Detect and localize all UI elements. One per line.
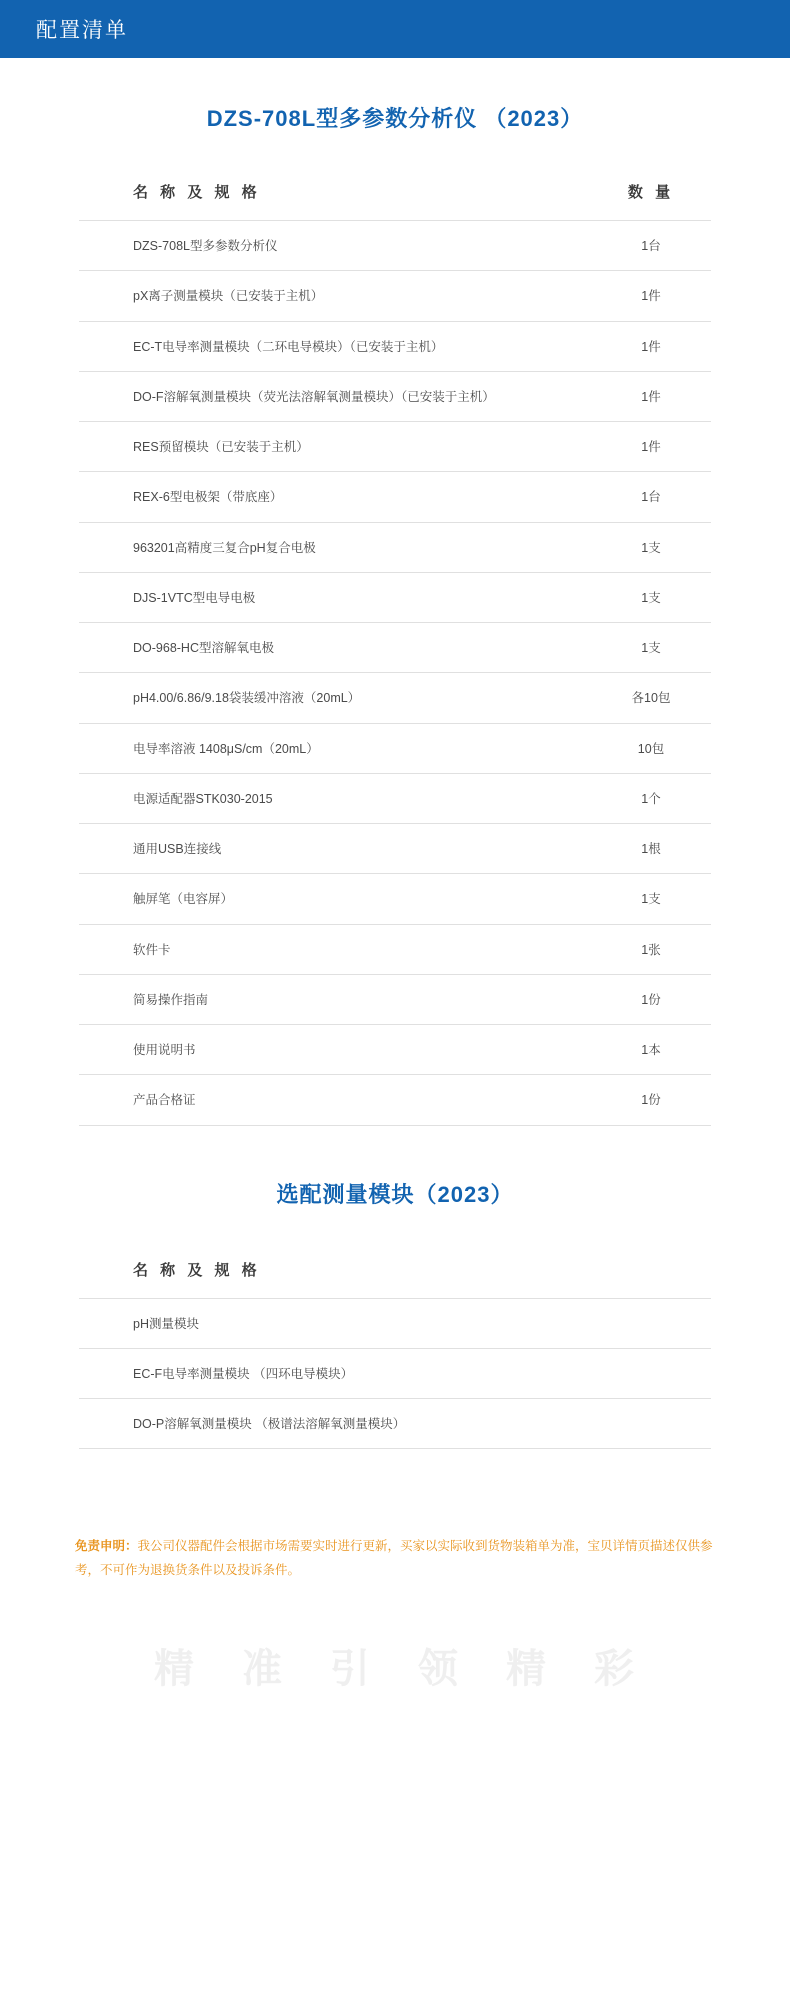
- table-row: [79, 472, 711, 522]
- item-qty: 1份: [591, 1075, 711, 1125]
- table-row: [79, 1399, 711, 1449]
- slogan-char: 精: [506, 1646, 548, 1691]
- optional-modules-table-wrapper: [79, 1249, 711, 1450]
- item-name: EC-T电导率测量模块（二环电导模块）（已安装于主机）: [79, 321, 591, 371]
- table-row: [79, 422, 711, 472]
- slogan-char: 彩: [594, 1646, 636, 1691]
- item-name: 通用USB连接线: [79, 824, 591, 874]
- table-header-row: [79, 171, 711, 221]
- item-name: pH4.00/6.86/9.18袋装缓冲溶液（20mL）: [79, 673, 591, 723]
- item-qty: 1支: [591, 874, 711, 924]
- table-row: [79, 1298, 711, 1348]
- main-config-table: [79, 171, 711, 1126]
- item-name: 软件卡: [79, 924, 591, 974]
- item-name: 电源适配器STK030-2015: [79, 773, 591, 823]
- table-row: [79, 874, 711, 924]
- main-table-body: [79, 221, 711, 1126]
- item-qty: 1台: [591, 472, 711, 522]
- item-name: REX-6型电极架（带底座）: [79, 472, 591, 522]
- table-row: [79, 1025, 711, 1075]
- item-qty: 1根: [591, 824, 711, 874]
- column-header-name: 名 称 及 规 格: [133, 184, 261, 201]
- table-row: [79, 522, 711, 572]
- table-row: [79, 371, 711, 421]
- item-qty: 10包: [591, 723, 711, 773]
- item-qty: 1份: [591, 974, 711, 1024]
- item-name: DJS-1VTC型电导电极: [79, 572, 591, 622]
- table-row: [79, 974, 711, 1024]
- item-name: 963201高精度三复合pH复合电极: [79, 522, 591, 572]
- slogan-char: 引: [330, 1646, 372, 1691]
- table-row: [79, 1348, 711, 1398]
- item-qty: 1件: [591, 422, 711, 472]
- header-title: 配置清单: [36, 19, 128, 42]
- item-qty: 1件: [591, 321, 711, 371]
- item-name: DO-F溶解氧测量模块（荧光法溶解氧测量模块）（已安装于主机）: [79, 371, 591, 421]
- table-row: [79, 271, 711, 321]
- item-name: DZS-708L型多参数分析仪: [79, 221, 591, 271]
- disclaimer-lead: 免责申明：: [75, 1539, 138, 1554]
- item-name: 产品合格证: [79, 1075, 591, 1125]
- item-name: EC-F电导率测量模块 （四环电导模块）: [79, 1348, 711, 1398]
- main-config-table-wrapper: [79, 171, 711, 1126]
- slogan-char: 准: [242, 1646, 284, 1691]
- table-row: [79, 623, 711, 673]
- disclaimer-text: 我公司仪器配件会根据市场需要实时进行更新，买家以实际收到货物装箱单为准，宝贝详情页描述仅供参考，不可作为退换货条件以及投诉条件。: [75, 1539, 713, 1577]
- item-qty: 各10包: [591, 673, 711, 723]
- table-row: [79, 321, 711, 371]
- disclaimer: [75, 1535, 715, 1583]
- item-qty: 1支: [591, 623, 711, 673]
- table-row: [79, 1075, 711, 1125]
- item-qty: 1个: [591, 773, 711, 823]
- slogan-char: 精: [154, 1646, 196, 1691]
- item-qty: 1支: [591, 572, 711, 622]
- item-name: RES预留模块（已安装于主机）: [79, 422, 591, 472]
- section-title-main: DZS-708L型多参数分析仪 （2023）: [206, 106, 584, 131]
- item-qty: 1支: [591, 522, 711, 572]
- section-title-optional: 选配测量模块（2023）: [276, 1181, 514, 1207]
- item-qty: 1张: [591, 924, 711, 974]
- watermark-slogan: [0, 1637, 790, 1724]
- optional-modules-table: [79, 1249, 711, 1450]
- column-header-qty: 数 量: [627, 184, 675, 201]
- table-row: [79, 773, 711, 823]
- optional-table-body: [79, 1298, 711, 1449]
- table-row: [79, 723, 711, 773]
- table-row: [79, 673, 711, 723]
- item-qty: 1台: [591, 221, 711, 271]
- item-name: pX离子测量模块（已安装于主机）: [79, 271, 591, 321]
- item-name: DO-P溶解氧测量模块 （极谱法溶解氧测量模块）: [79, 1399, 711, 1449]
- table-row: [79, 221, 711, 271]
- item-qty: 1件: [591, 271, 711, 321]
- page-header: [0, 0, 790, 58]
- column-header-name: 名 称 及 规 格: [133, 1261, 261, 1279]
- item-qty: 1件: [591, 371, 711, 421]
- item-name: 简易操作指南: [79, 974, 591, 1024]
- slogan-char: 领: [418, 1646, 460, 1691]
- table-row: [79, 824, 711, 874]
- table-header-row: [79, 1249, 711, 1299]
- table-row: [79, 924, 711, 974]
- optional-table-head: [79, 1249, 711, 1299]
- main-table-head: [79, 171, 711, 221]
- item-name: DO-968-HC型溶解氧电极: [79, 623, 591, 673]
- item-qty: 1本: [591, 1025, 711, 1075]
- item-name: pH测量模块: [79, 1298, 711, 1348]
- item-name: 使用说明书: [79, 1025, 591, 1075]
- item-name: 电导率溶液 1408μS/cm（20mL）: [79, 723, 591, 773]
- item-name: 触屏笔（电容屏）: [79, 874, 591, 924]
- table-row: [79, 572, 711, 622]
